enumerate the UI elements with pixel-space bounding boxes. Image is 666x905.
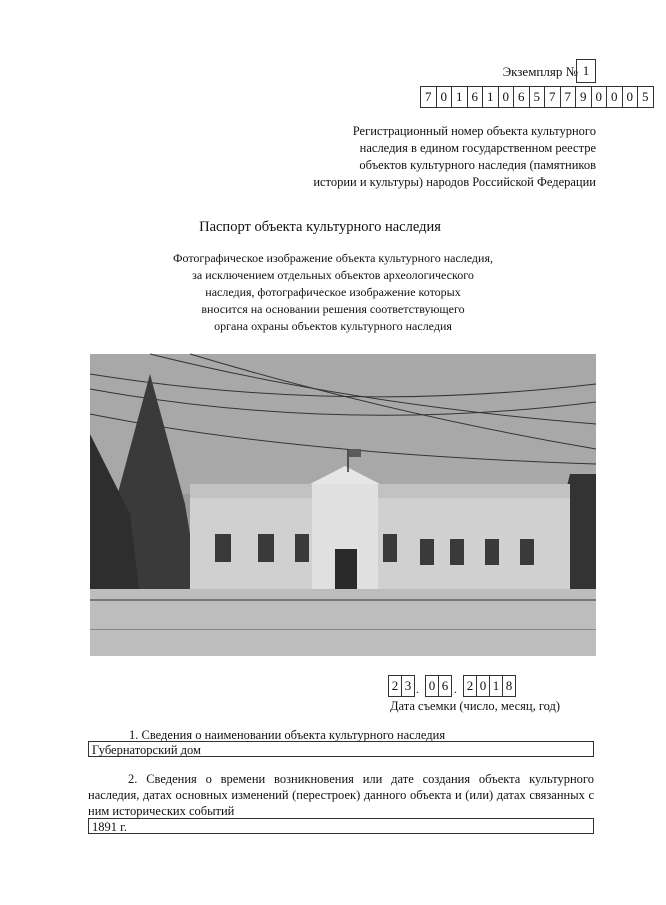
building-photo bbox=[90, 354, 596, 656]
copy-label: Экземпляр № bbox=[502, 64, 578, 79]
registration-digit: 0 bbox=[436, 86, 453, 108]
date-day-digit: 3 bbox=[401, 675, 415, 697]
registration-digit: 1 bbox=[482, 86, 499, 108]
section2-value: 1891 г. bbox=[88, 818, 594, 834]
date-month-digit: 6 bbox=[438, 675, 452, 697]
registration-number bbox=[421, 86, 654, 108]
registration-digit: 0 bbox=[622, 86, 639, 108]
registration-digit: 5 bbox=[529, 86, 546, 108]
photo-note-line: за исключением отдельных объектов археологического bbox=[192, 268, 474, 282]
section2-text-content: 2. Сведения о времени возникновения или дате создания объекта культурного наследия, датах основных изменений (перестроек) данного объекта и (или) датах связанных с ним исторических событий bbox=[88, 772, 594, 818]
registration-note-line: истории и культуры) народов Российской Федерации bbox=[313, 175, 596, 189]
section1-title: 1. Сведения о наименовании объекта культурного наследия bbox=[129, 728, 446, 742]
registration-digit: 0 bbox=[606, 86, 623, 108]
photo-note bbox=[0, 250, 666, 335]
section2-text bbox=[88, 771, 594, 819]
photo-note-line: вносится на основании решения соответствующего bbox=[201, 302, 465, 316]
photo-note-line: Фотографическое изображение объекта культурного наследия, bbox=[173, 251, 493, 265]
copy-number-box: 1 bbox=[576, 59, 596, 83]
date-year-digit: 8 bbox=[502, 675, 516, 697]
date-month-digit: 0 bbox=[425, 675, 439, 697]
date-year-digit: 2 bbox=[463, 675, 477, 697]
registration-digit: 0 bbox=[591, 86, 608, 108]
registration-digit: 6 bbox=[513, 86, 530, 108]
page-title: Паспорт объекта культурного наследия bbox=[199, 219, 441, 235]
date-year-digit: 1 bbox=[489, 675, 503, 697]
date-day bbox=[389, 675, 415, 697]
registration-digit: 0 bbox=[498, 86, 515, 108]
date-caption: Дата съемки (число, месяц, год) bbox=[390, 699, 561, 713]
registration-note-line: объектов культурного наследия (памятников bbox=[359, 158, 596, 172]
date-day-digit: 2 bbox=[388, 675, 402, 697]
date-year bbox=[464, 675, 516, 697]
registration-digit: 1 bbox=[451, 86, 468, 108]
date-month bbox=[426, 675, 452, 697]
date-separator: . bbox=[416, 682, 419, 696]
registration-digit: 7 bbox=[420, 86, 437, 108]
registration-digit: 9 bbox=[575, 86, 592, 108]
date-year-digit: 0 bbox=[476, 675, 490, 697]
registration-note-line: Регистрационный номер объекта культурного bbox=[352, 124, 596, 138]
registration-digit: 6 bbox=[467, 86, 484, 108]
date-separator: . bbox=[454, 682, 457, 696]
registration-digit: 7 bbox=[560, 86, 577, 108]
registration-digit: 7 bbox=[544, 86, 561, 108]
section1-value: Губернаторский дом bbox=[88, 741, 594, 757]
registration-note-line: наследия в едином государственном реестре bbox=[359, 141, 596, 155]
photo-note-line: наследия, фотографическое изображение которых bbox=[205, 285, 461, 299]
photo-note-line: органа охраны объектов культурного наследия bbox=[214, 319, 452, 333]
registration-note bbox=[313, 123, 596, 191]
registration-digit: 5 bbox=[637, 86, 654, 108]
